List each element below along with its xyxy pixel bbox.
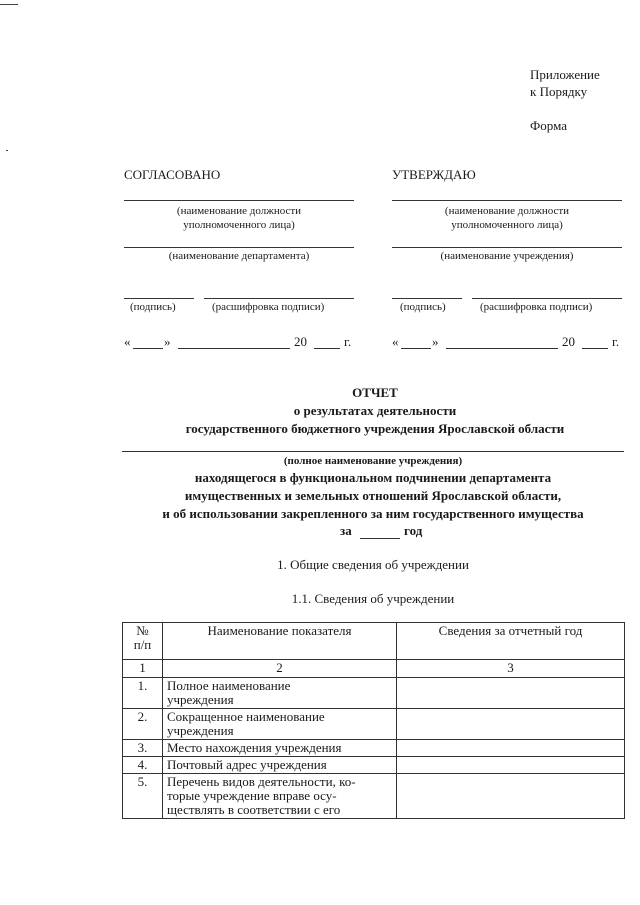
date-field-right [392, 334, 624, 352]
table-row [123, 757, 625, 774]
day-blank-left [133, 348, 163, 349]
row-number: 1. [123, 678, 163, 709]
row-label: Место нахождения учреждения [163, 740, 397, 757]
signature-line-right [392, 298, 462, 299]
date-quote-open-right: « [392, 334, 399, 349]
scan-mark [6, 150, 8, 151]
department-line [124, 247, 354, 248]
table-row [123, 740, 625, 757]
department-caption: (наименование департамента) [168, 250, 310, 262]
institution-fullname-line [122, 451, 624, 452]
report-subtitle-2: государственного бюджетного учреждения Ярославской области [185, 421, 565, 436]
position-caption-right [392, 204, 622, 232]
form-label: Форма [530, 118, 567, 133]
signature-line-left [124, 298, 194, 299]
row-value[interactable] [397, 678, 625, 709]
index-cell-3: 3 [397, 660, 625, 678]
year-blank-right [582, 348, 608, 349]
table-header-row [123, 623, 625, 660]
row-label: Сокращенное наименование учреждения [163, 709, 397, 740]
year-blank-left [314, 348, 340, 349]
signature-caption-left: (подпись) [130, 301, 176, 313]
decode-line-right [472, 298, 622, 299]
year-suffix-left: г. [344, 334, 352, 349]
period-blank [360, 538, 400, 539]
position-caption-right-1: (наименование должности [444, 205, 570, 217]
day-blank-right [401, 348, 431, 349]
scan-mark [0, 4, 18, 5]
appendix-line-1: Приложение [530, 67, 600, 82]
row-number: 4. [123, 757, 163, 774]
appendix-line-2: к Порядку [530, 84, 588, 99]
date-quote-open-left: « [124, 334, 131, 349]
index-cell-2: 2 [163, 660, 397, 678]
date-quote-close-right: » [432, 334, 439, 349]
signature-caption-right: (подпись) [400, 301, 446, 313]
row-value[interactable] [397, 757, 625, 774]
section-heading: 1. Общие сведения об учреждении [277, 557, 469, 572]
year-prefix-left: 20 [294, 334, 307, 349]
index-cell-1: 1 [123, 660, 163, 678]
row-number: 3. [123, 740, 163, 757]
report-line-2: имущественных и земельных отношений Ярославской области, [184, 488, 562, 503]
institution-line [392, 247, 622, 248]
year-suffix-right: г. [612, 334, 620, 349]
header-cell-data: Сведения за отчетный год [397, 623, 625, 660]
row-number: 2. [123, 709, 163, 740]
position-line-left [124, 200, 354, 201]
decode-line-left [204, 298, 354, 299]
position-caption-left-2: уполномоченного лица) [183, 219, 295, 231]
position-caption-left-1: (наименование должности [176, 205, 302, 217]
month-blank-right [446, 348, 558, 349]
report-period [340, 523, 440, 541]
period-suffix: год [404, 523, 423, 538]
row-value[interactable] [397, 709, 625, 740]
report-line-3: и об использовании закрепленного за ним государственного имущества [162, 506, 584, 521]
row-value[interactable] [397, 740, 625, 757]
row-value[interactable] [397, 774, 625, 819]
month-blank-left [178, 348, 290, 349]
section-subheading: 1.1. Сведения об учреждении [291, 591, 455, 606]
date-quote-close-left: » [164, 334, 171, 349]
institution-caption: (наименование учреждения) [440, 250, 574, 262]
table-row [123, 774, 625, 819]
report-title: ОТЧЕТ [352, 385, 398, 400]
date-field-left [124, 334, 356, 352]
approval-heading-left: СОГЛАСОВАНО [124, 167, 221, 182]
year-prefix-right: 20 [562, 334, 575, 349]
position-line-right [392, 200, 622, 201]
position-caption-left [124, 204, 354, 232]
row-label: Почтовый адрес учреждения [163, 757, 397, 774]
row-label: Полное наименование учреждения [163, 678, 397, 709]
appendix-label [530, 66, 600, 100]
table-row [123, 678, 625, 709]
table-index-row [123, 660, 625, 678]
header-cell-indicator: Наименование показателя [163, 623, 397, 660]
institution-fullname-caption: (полное наименование учреждения) [283, 455, 463, 467]
institution-info-table [122, 622, 625, 819]
row-label: Перечень видов деятельности, ко- торые учреждение вправе осу- ществлять в соответствии с его [163, 774, 397, 819]
approval-heading-right: УТВЕРЖДАЮ [392, 167, 476, 182]
header-cell-num: № п/п [123, 623, 163, 660]
report-subtitle-1: о результатах деятельности [293, 403, 457, 418]
row-number: 5. [123, 774, 163, 819]
position-caption-right-2: уполномоченного лица) [451, 219, 563, 231]
decode-caption-left: (расшифровка подписи) [212, 301, 325, 313]
period-prefix: за [340, 523, 352, 538]
table-row [123, 709, 625, 740]
decode-caption-right: (расшифровка подписи) [480, 301, 593, 313]
report-line-1: находящегося в функциональном подчинении департамента [194, 470, 552, 485]
